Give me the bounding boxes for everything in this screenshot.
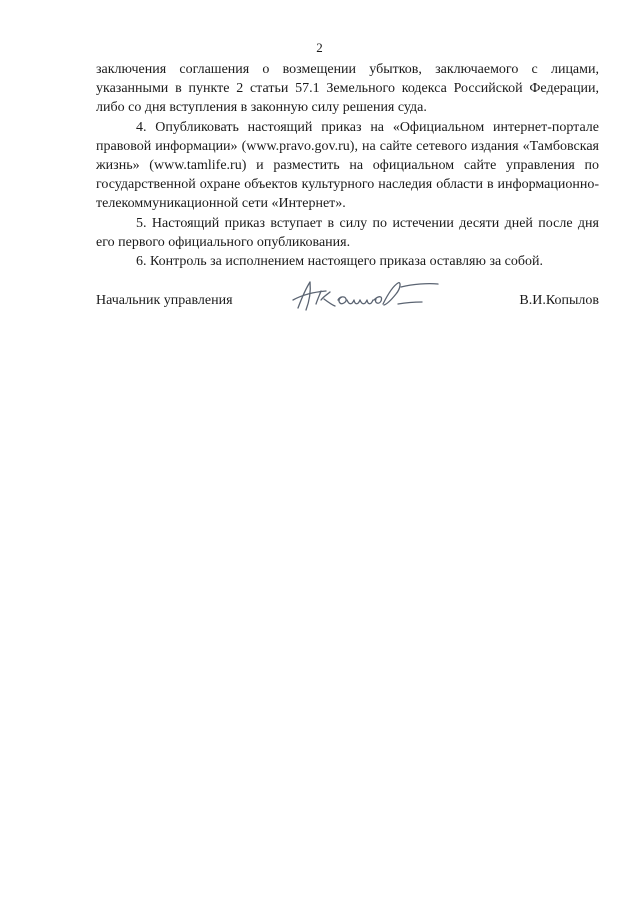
paragraph-4-publish: 4. Опубликовать настоящий приказ на «Официальном интернет-портале правовой информации» (www.pravo.gov.ru), на сайте сетевого издания «Тамбовская жизнь» (www.tamlife.ru) и разместить на официальном сайте управления по государственной охране объектов культурного наследия области в информационно-телекоммуникационной сети «Интернет». — [96, 119, 599, 212]
paragraph-5-effective-date: 5. Настоящий приказ вступает в силу по истечении десяти дней после дня его первого официального опубликования. — [96, 215, 599, 250]
document-body — [96, 60, 599, 271]
signatory-name: В.И.Копылов — [519, 293, 599, 308]
signatory-title: Начальник управления — [96, 293, 233, 308]
paragraph-6-control: 6. Контроль за исполнением настоящего приказа оставляю за собой. — [136, 254, 544, 270]
signature-block — [96, 286, 599, 326]
handwritten-signature — [288, 278, 448, 322]
paragraph-continuation: заключения соглашения о возмещении убытков, заключаемого с лицами, указанными в пункте 2 статьи 57.1 Земельного кодекса Российской Федерации, либо со дня вступления в законную силу решения суда. — [96, 62, 599, 116]
page-number: 2 — [316, 40, 323, 55]
